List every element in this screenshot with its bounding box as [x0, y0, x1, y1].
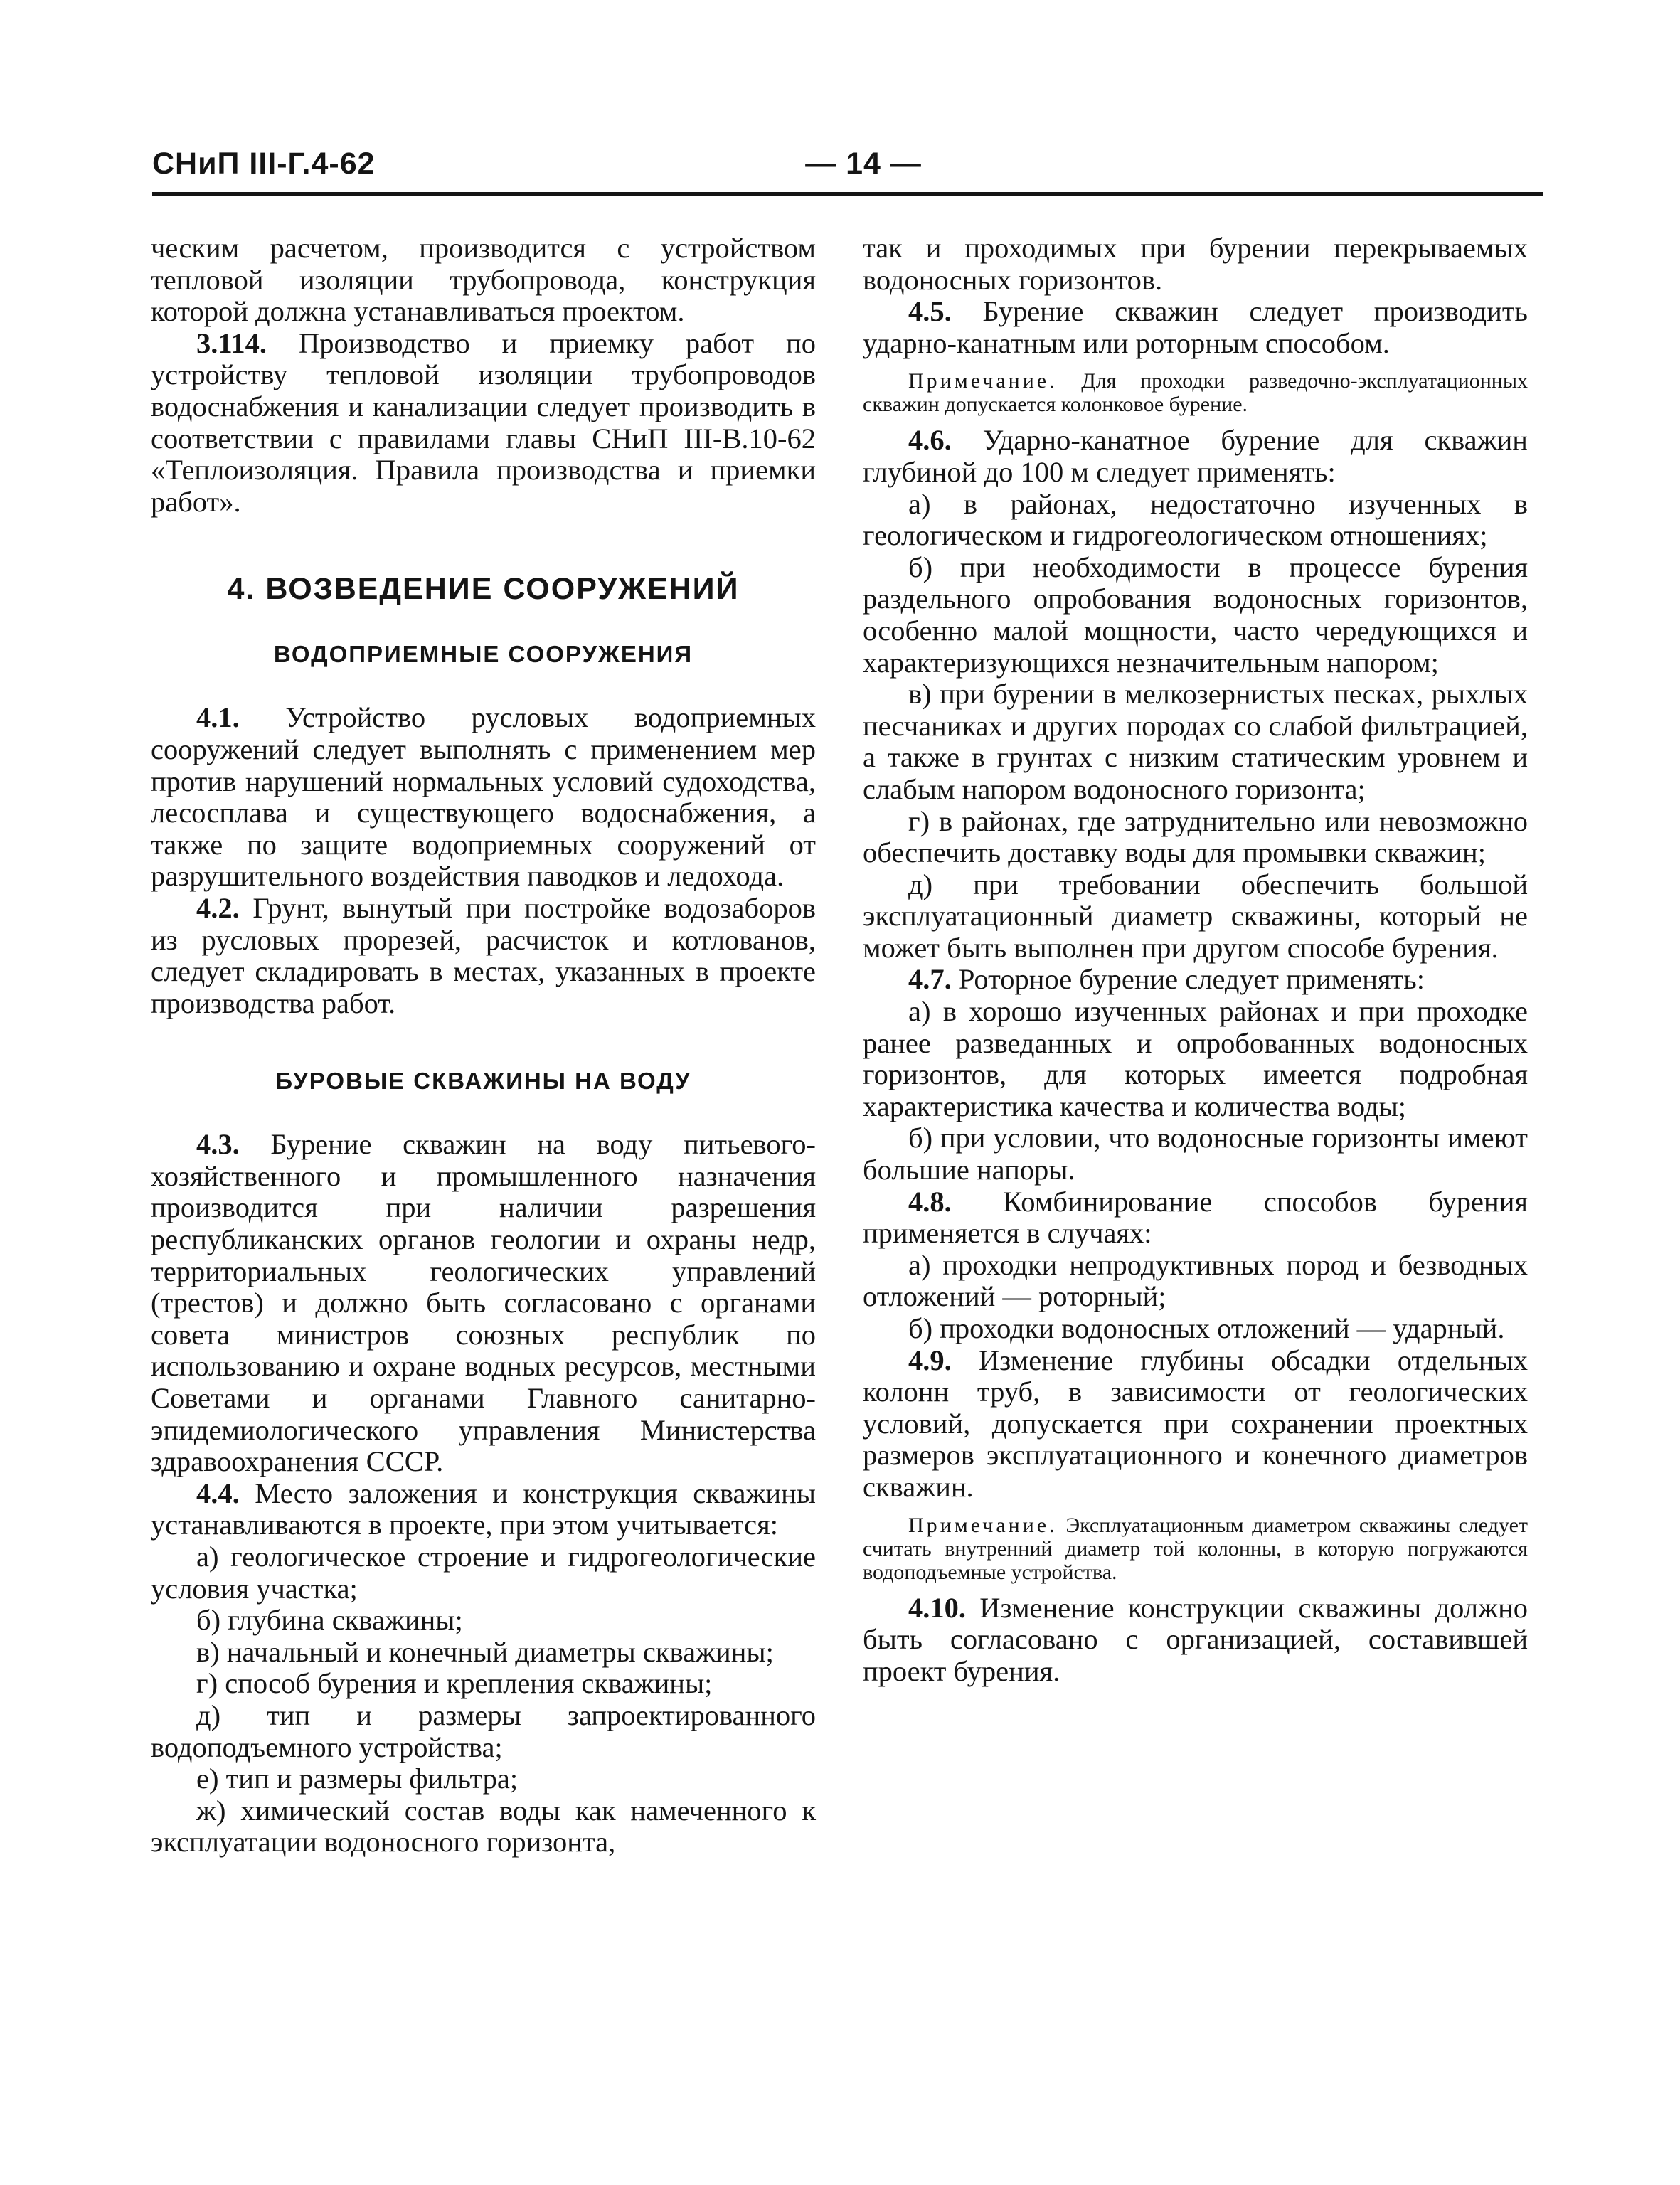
- clause-text: Бурение скважин на воду питьевого-хозяйственного и промышленного назначения производится при наличии разрешения республиканских органов геологии и охраны недр, территориальных геологических управлений (трестов) и должно быть согласовано с органами совета министров союзных республик по использованию и охране водных ресурсов, местными Советами и органами Главного санитарно-эпидемиологического управления Министерства здравоохранения СССР.: [151, 1128, 816, 1478]
- clause-text: Место заложения и конструкция скважины устанавливаются в проекте, при этом учитывается:: [151, 1477, 816, 1541]
- clause-number: 3.114.: [196, 326, 267, 359]
- clause-text: Грунт, вынутый при постройке водозаборов из русловых прорезей, расчисток и котлованов, следует складировать в местах, указанных в проекте производства работ.: [151, 891, 816, 1019]
- note-text: Для проходки разведочно-эксплуатационных скважин допускается колонковое бурение.: [863, 369, 1528, 417]
- list-item-4-8-b: б) проходки водоносных отложений — ударный.: [908, 1312, 1505, 1344]
- clause-number: 4.7.: [908, 963, 952, 996]
- paragraph-continuation: так и проходимых при бурении перекрываемых водоносных горизонтов.: [863, 232, 1528, 296]
- paragraph-4-5: [863, 296, 1528, 359]
- clause-text: Изменение глубины обсадки отдельных колонн труб, в зависимости от геологических условий, допускается при сохранении проектных размеров эксплуатационного и конечного диаметров скважин.: [863, 1344, 1528, 1503]
- clause-text: Роторное бурение следует применять:: [951, 963, 1425, 996]
- list-item-4-4-d: д) тип и размеры запроектированного водоподъемного устройства;: [151, 1698, 816, 1763]
- clause-number: 4.6.: [908, 424, 952, 457]
- note-operational-diameter: [863, 1514, 1528, 1584]
- list-item-4-4-a: а) геологическое строение и гидрогеологические условия участка;: [151, 1541, 816, 1605]
- page-number: — 14 —: [805, 147, 922, 181]
- list-item-4-4-e: е) тип и размеры фильтра;: [196, 1763, 519, 1795]
- note-label: Примечание.: [908, 1513, 1058, 1537]
- header-rule: [152, 192, 1543, 196]
- clause-number: 4.3.: [196, 1128, 240, 1161]
- clause-text: Комбинирование способов бурения применяется в случаях:: [863, 1185, 1528, 1250]
- clause-text: Устройство русловых водоприемных сооружений следует выполнять с применением мер против нарушений нормальных условий судоходства, лесосплава и существующего водоснабжения, а также по защите водоприемных сооружений от разрушительного воздействия паводков и ледохода.: [151, 701, 816, 893]
- clause-number: 4.1.: [196, 701, 240, 734]
- clause-number: 4.2.: [196, 891, 240, 924]
- right-column: [863, 233, 1528, 1687]
- list-item-4-6-a: а) в районах, недостаточно изученных в геологическом и гидрогеологическом отношениях;: [863, 487, 1528, 552]
- paragraph-4-4: [151, 1478, 816, 1541]
- list-item-4-6-b: б) при необходимости в процессе бурения раздельного опробования водоносных горизонтов, особенно малой мощности, часто чередующихся и характеризующихся незначительным напором;: [863, 551, 1528, 679]
- list-item-4-4-b: б) глубина скважины;: [196, 1604, 463, 1637]
- list-item-4-8-a: а) проходки непродуктивных пород и безводных отложений — роторный;: [863, 1248, 1528, 1313]
- left-column: [151, 233, 816, 1859]
- section-title-wells: БУРОВЫЕ СКВАЖИНЫ НА ВОДУ: [275, 1068, 691, 1095]
- list-item-4-6-d: д) при требовании обеспечить большой эксплуатационный диаметр скважины, который не может быть выполнен при другом способе бурения.: [863, 868, 1528, 964]
- clause-text: Изменение конструкции скважины должно быть согласовано с организацией, составившей проект бурения.: [863, 1591, 1528, 1687]
- clause-number: 4.4.: [196, 1477, 240, 1509]
- note-label: Примечание.: [908, 369, 1058, 393]
- section-title-water-intake: ВОДОПРИЕМНЫЕ СООРУЖЕНИЯ: [273, 641, 693, 668]
- chapter-title: 4. ВОЗВЕДЕНИЕ СООРУЖЕНИЙ: [227, 572, 740, 607]
- paragraph-3-114: [151, 328, 816, 519]
- page-header: [152, 147, 1543, 191]
- paragraph-4-8: [863, 1186, 1528, 1250]
- paragraph-4-1: [151, 702, 816, 893]
- clause-text: Бурение скважин следует производить ударно-канатным или роторным способом.: [863, 295, 1528, 359]
- list-item-4-7-a: а) в хорошо изученных районах и при проходке ранее разведанных и опробованных водоносных горизонтов, для которых имеется подробная характеристика качества и количества воды;: [863, 995, 1528, 1122]
- clause-number: 4.9.: [908, 1344, 952, 1376]
- paragraph-4-10: [863, 1593, 1528, 1688]
- note-text: Эксплуатационным диаметром скважины следует считать внутренний диаметр той колонны, в которую погружаются водоподъемные устройства.: [863, 1513, 1528, 1584]
- paragraph-4-9: [863, 1345, 1528, 1504]
- clause-number: 4.8.: [908, 1185, 952, 1218]
- list-item-4-4-g: г) способ бурения и крепления скважины;: [196, 1667, 713, 1700]
- document-code: СНиП III-Г.4-62: [152, 147, 376, 181]
- clause-text: Ударно-канатное бурение для скважин глубиной до 100 м следует применять:: [863, 424, 1528, 488]
- clause-number: 4.5.: [908, 295, 952, 328]
- clause-number: 4.10.: [908, 1591, 966, 1624]
- note-exploration-wells: [863, 369, 1528, 416]
- list-item-4-6-v: в) при бурении в мелкозернистых песках, рыхлых песчаниках и других породах со слабой фильтрацией, а также в грунтах с низким статическим уровнем и слабым напором водоносного горизонта;: [863, 678, 1528, 805]
- list-item-4-7-b: б) при условии, что водоносные горизонты имеют большие напоры.: [863, 1122, 1528, 1186]
- clause-text: Производство и приемку работ по устройству тепловой изоляции трубопроводов водоснабжения и канализации следует производить в соответствии с правилами главы СНиП III-В.10-62 «Теплоизоляция. Правила производства и приемки работ».: [151, 326, 816, 518]
- paragraph-4-3: [151, 1129, 816, 1478]
- paragraph-4-7: [863, 964, 1528, 996]
- list-item-4-4-v: в) начальный и конечный диаметры скважины;: [196, 1635, 774, 1668]
- list-item-4-6-g: г) в районах, где затруднительно или невозможно обеспечить доставку воды для промывки скважин;: [863, 804, 1528, 869]
- paragraph-4-6: [863, 425, 1528, 488]
- list-item-4-4-zh: ж) химический состав воды как намеченного к эксплуатации водоносного горизонта,: [151, 1794, 816, 1859]
- paragraph-continuation: ческим расчетом, производится с устройством тепловой изоляции трубопровода, конструкция которой должна устанавливаться проектом.: [151, 232, 816, 328]
- paragraph-4-2: [151, 893, 816, 1019]
